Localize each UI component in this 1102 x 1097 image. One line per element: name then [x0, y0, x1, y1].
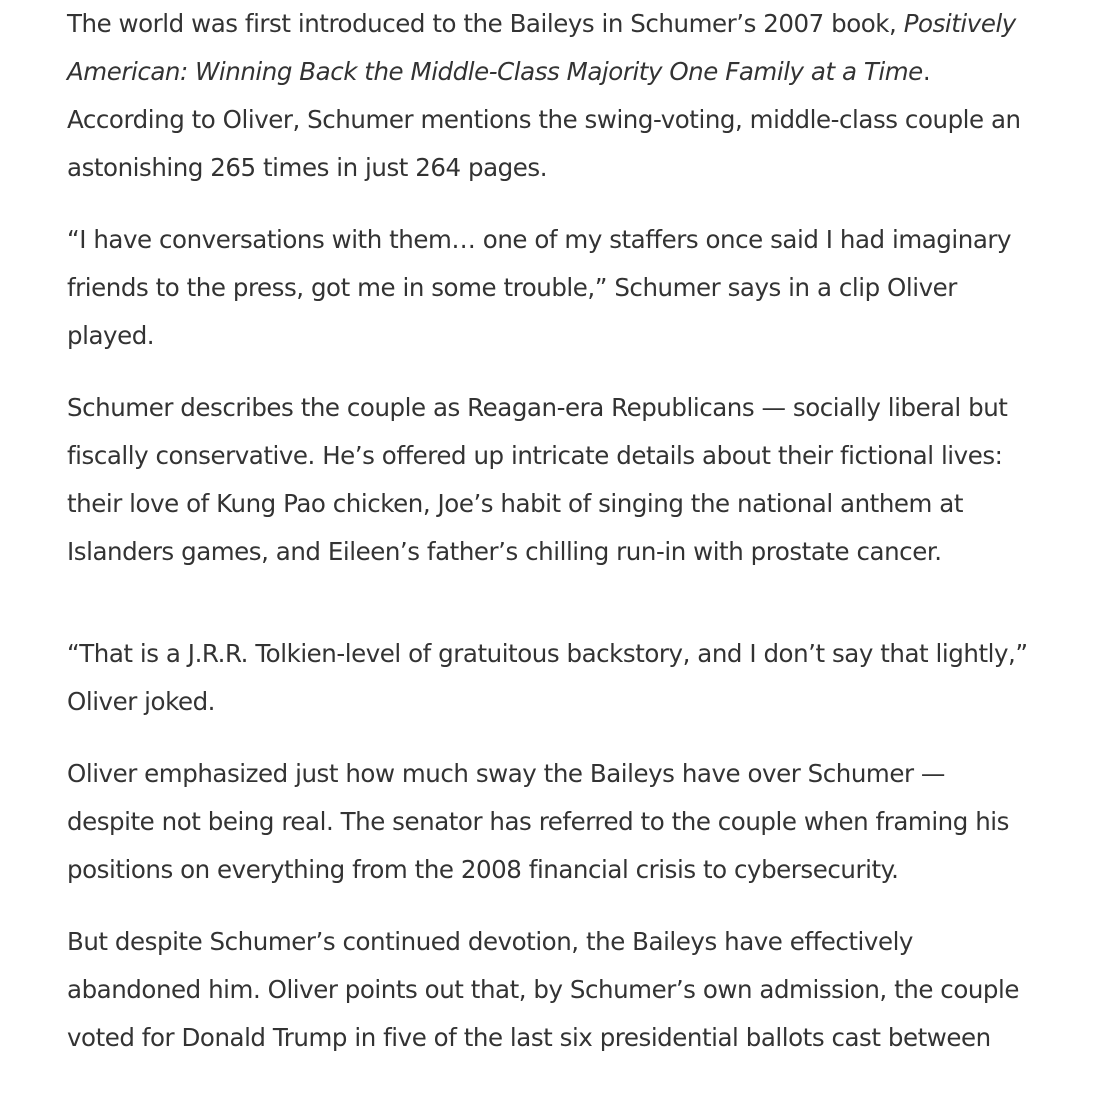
- article-body: [67, 0, 1037, 1086]
- paragraph-baileys-abandon: But despite Schumer’s continued devotion, the Baileys have effectively abandoned him. Oliver points out that, by Schumer’s own admission, the couple voted for Donald Trump in five of the last six presidential ballots cast between: [67, 927, 1020, 1052]
- book-title: Positively American: Winning Back the Middle-Class Majority One Family at a Time: [67, 9, 1016, 86]
- paragraph-oliver-joke: “That is a J.R.R. Tolkien-level of gratuitous backstory, and I don’t say that lightly,” Oliver joked.: [67, 639, 1028, 716]
- paragraph-text: . According to Oliver, Schumer mentions the swing-voting, middle-class couple an astonishing 265 times in just 264 pages.: [67, 57, 1021, 182]
- paragraph-couple-description: Schumer describes the couple as Reagan-era Republicans — socially liberal but fiscally conservative. He’s offered up intricate details about their fictional lives: their love of Kung Pao chicken, Joe’s habit of singing the national anthem at Islanders games, and Eileen’s father’s chilling run-in with prostate cancer.: [67, 393, 1008, 566]
- paragraph-book-intro: [67, 0, 1037, 192]
- paragraph-text: The world was first introduced to the Baileys in Schumer’s 2007 book,: [67, 9, 904, 38]
- paragraph-schumer-quote: “I have conversations with them… one of my staffers once said I had imaginary friends to the press, got me in some trouble,” Schumer says in a clip Oliver played.: [67, 225, 1012, 350]
- paragraph-baileys-sway: Oliver emphasized just how much sway the Baileys have over Schumer — despite not being real. The senator has referred to the couple when framing his positions on everything from the 2008 financial crisis to cybersecurity.: [67, 759, 1009, 884]
